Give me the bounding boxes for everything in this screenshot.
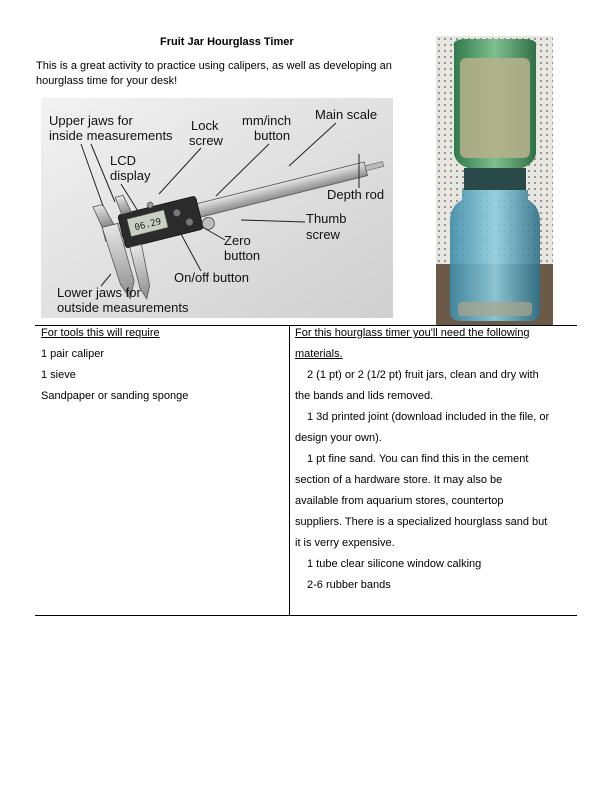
- label-lower-jaws-2: outside measurements: [57, 300, 189, 315]
- materials-item: 1 pt fine sand. You can find this in the cement: [307, 453, 529, 465]
- intro-paragraph: This is a great activity to practice using calipers, as well as developing an hourglass time for your desk!: [36, 60, 392, 87]
- materials-item-cont: the bands and lids removed.: [295, 390, 434, 402]
- materials-heading: For this hourglass timer you'll need the following: [295, 327, 530, 339]
- label-mm-inch-2: button: [254, 128, 291, 143]
- tools-item: 1 sieve: [41, 369, 76, 381]
- label-upper-jaws: Upper jaws for: [49, 113, 133, 128]
- hourglass-jar-photo: [436, 36, 553, 326]
- label-lock-screw-2: screw: [189, 133, 223, 148]
- materials-item-cont: suppliers. There is a specialized hourglass sand but: [295, 516, 548, 528]
- label-zero-button-2: button: [224, 248, 261, 263]
- caliper-diagram: [41, 98, 393, 318]
- fallen-sand: [458, 302, 532, 316]
- materials-heading-2: materials.: [295, 348, 343, 360]
- label-upper-jaws-2: inside measurements: [49, 128, 173, 143]
- document-title: Fruit Jar Hourglass Timer: [160, 36, 294, 48]
- materials-item-cont: section of a hardware store. It may also be: [295, 474, 503, 486]
- printed-joint: [464, 168, 526, 190]
- materials-item: 1 3d printed joint (download included in the file, or: [307, 411, 550, 423]
- materials-item: 2-6 rubber bands: [307, 579, 391, 591]
- bottom-blue-jar: [450, 190, 540, 321]
- label-thumb-screw-2: screw: [306, 227, 340, 242]
- label-thumb-screw: Thumb: [306, 211, 347, 226]
- label-lower-jaws: Lower jaws for: [57, 285, 141, 300]
- materials-item: 2 (1 pt) or 2 (1/2 pt) fruit jars, clean and dry with: [307, 369, 539, 381]
- sand: [460, 58, 530, 158]
- materials-item-cont: available from aquarium stores, countertop: [295, 495, 504, 507]
- table-bottom-border: [35, 615, 577, 616]
- materials-item-cont: design your own).: [295, 432, 382, 444]
- tools-item: Sandpaper or sanding sponge: [41, 390, 189, 402]
- tools-item: 1 pair caliper: [41, 348, 104, 360]
- lcd-readout: 06.29: [133, 217, 163, 234]
- materials-item-cont: it is verry expensive.: [295, 537, 395, 549]
- tools-column: [41, 323, 281, 407]
- label-lock-screw: Lock: [191, 118, 219, 133]
- materials-column: [295, 323, 575, 596]
- label-mm-inch: mm/inch: [242, 113, 292, 128]
- materials-item: 1 tube clear silicone window calking: [307, 558, 482, 570]
- label-depth-rod: Depth rod: [327, 187, 385, 202]
- label-on-off: On/off button: [174, 270, 249, 285]
- label-main-scale: Main scale: [315, 107, 378, 122]
- table-column-divider: [289, 325, 290, 616]
- label-lcd-2: display: [110, 168, 151, 183]
- tools-heading: For tools this will require: [41, 327, 160, 339]
- label-zero-button: Zero: [224, 233, 251, 248]
- label-lcd: LCD: [110, 153, 137, 168]
